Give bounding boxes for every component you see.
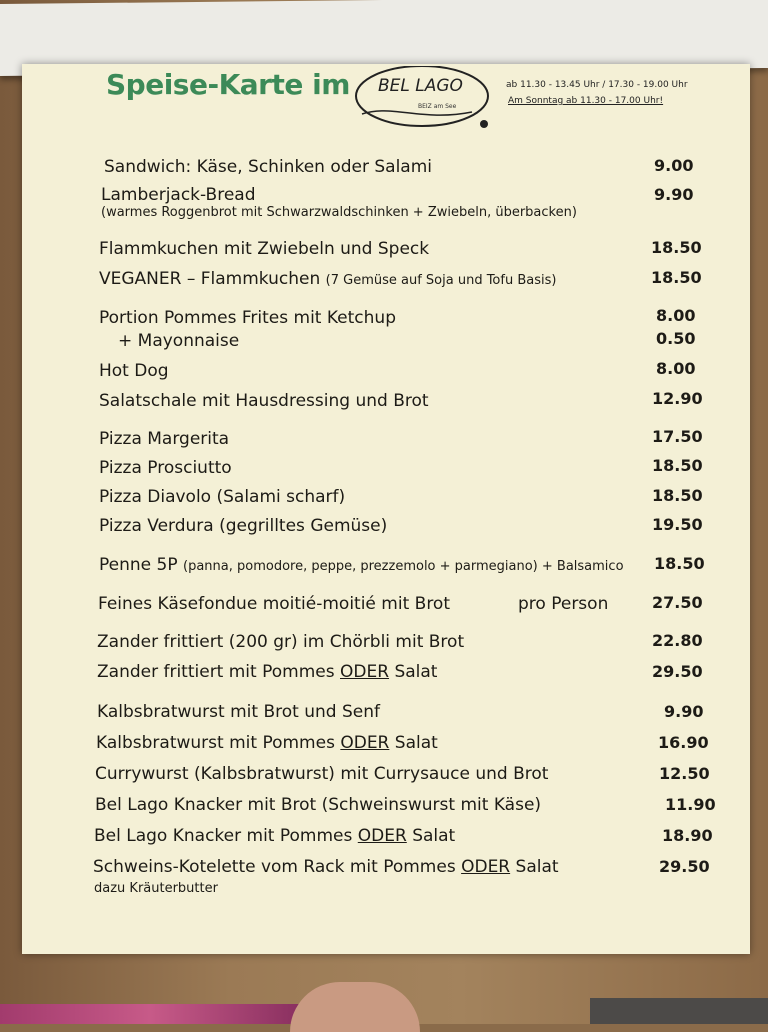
- menu-title: Speise-Karte im: [106, 68, 350, 101]
- menu-item-kaesefondue: Feines Käsefondue moitié-moitié mit Brot: [98, 594, 450, 614]
- logo-name: BEL LAGO: [378, 76, 463, 96]
- price-kalbsbratwurst-pommes: 16.90: [658, 733, 709, 752]
- price-sandwich: 9.00: [654, 156, 694, 175]
- kotelette-note: dazu Kräuterbutter: [94, 881, 218, 896]
- sunday-hours: Am Sonntag ab 11.30 - 17.00 Uhr!: [508, 96, 664, 106]
- menu-item-pizza-verdura: Pizza Verdura (gegrilltes Gemüse): [99, 516, 388, 536]
- menu-item-penne: [99, 555, 624, 575]
- penne-label: Penne 5P: [99, 555, 178, 575]
- price-pizza-diavolo: 18.50: [652, 486, 703, 505]
- menu-item-currywurst: Currywurst (Kalbsbratwurst) mit Currysauce und Brot: [95, 764, 549, 784]
- kotelette-oder: ODER: [461, 857, 511, 877]
- menu-item-kalbsbratwurst-pommes: [96, 733, 438, 753]
- kotelette-salat: Salat: [515, 857, 559, 877]
- price-knacker-brot: 11.90: [665, 795, 716, 814]
- price-mayonnaise: 0.50: [656, 329, 696, 348]
- price-pizza-margerita: 17.50: [652, 427, 703, 446]
- menu-item-sandwich: Sandwich: Käse, Schinken oder Salami: [104, 157, 433, 177]
- price-flammkuchen: 18.50: [651, 238, 702, 257]
- menu-item-kotelette: [93, 857, 559, 877]
- menu-item-pizza-prosciutto: Pizza Prosciutto: [99, 458, 232, 478]
- kalbsbratwurst-pommes-label: Kalbsbratwurst mit Pommes: [96, 733, 335, 753]
- kalbsbratwurst-oder: ODER: [340, 733, 390, 753]
- price-hot-dog: 8.00: [656, 359, 696, 378]
- menu-item-pizza-diavolo: Pizza Diavolo (Salami scharf): [99, 487, 346, 507]
- menu-item-mayonnaise: + Mayonnaise: [118, 331, 240, 351]
- price-pizza-prosciutto: 18.50: [652, 456, 703, 475]
- price-kotelette: 29.50: [659, 857, 710, 876]
- menu-item-vegan-flammkuchen: [99, 269, 556, 289]
- price-pommes: 8.00: [656, 306, 696, 325]
- opening-hours: ab 11.30 - 13.45 Uhr / 17.30 - 19.00 Uhr: [506, 80, 688, 90]
- knacker-salat: Salat: [412, 826, 456, 846]
- menu-item-knacker-pommes: [94, 826, 455, 846]
- zander-pommes-label: Zander frittiert mit Pommes: [97, 662, 335, 682]
- price-currywurst: 12.50: [659, 764, 710, 783]
- price-salatschale: 12.90: [652, 389, 703, 408]
- kalbsbratwurst-salat: Salat: [394, 733, 438, 753]
- menu-item-pizza-margerita: Pizza Margerita: [99, 429, 230, 449]
- price-penne: 18.50: [654, 554, 705, 573]
- menu-item-kalbsbratwurst-brot: Kalbsbratwurst mit Brot und Senf: [97, 702, 380, 722]
- menu-item-zander-brot: Zander frittiert (200 gr) im Chörbli mit Brot: [97, 632, 465, 652]
- menu-item-salatschale: Salatschale mit Hausdressing und Brot: [99, 391, 429, 411]
- menu-item-lamberjack-desc: (warmes Roggenbrot mit Schwarzwaldschinken + Zwiebeln, überbacken): [101, 205, 577, 220]
- knacker-pommes-label: Bel Lago Knacker mit Pommes: [94, 826, 353, 846]
- zander-salat: Salat: [394, 662, 438, 682]
- menu-item-knacker-brot: Bel Lago Knacker mit Brot (Schweinswurst mit Käse): [95, 795, 542, 815]
- price-lamberjack: 9.90: [654, 185, 694, 204]
- background-object: [590, 998, 768, 1024]
- penne-note: (panna, pomodore, peppe, prezzemolo + parmegiano) + Balsamico: [183, 559, 624, 574]
- price-kalbsbratwurst-brot: 9.90: [664, 702, 704, 721]
- price-zander-pommes: 29.50: [652, 662, 703, 681]
- menu-item-flammkuchen: Flammkuchen mit Zwiebeln und Speck: [99, 239, 430, 259]
- menu-item-zander-pommes: [97, 662, 437, 682]
- vegan-flammkuchen-note: (7 Gemüse auf Soja und Tofu Basis): [325, 273, 557, 288]
- vegan-flammkuchen-label: VEGANER – Flammkuchen: [99, 269, 321, 289]
- fabric-edge: [0, 1004, 300, 1024]
- kaesefondue-per-person: pro Person: [518, 594, 609, 614]
- price-pizza-verdura: 19.50: [652, 515, 703, 534]
- price-kaesefondue: 27.50: [652, 593, 703, 612]
- price-zander-brot: 22.80: [652, 631, 703, 650]
- knacker-oder: ODER: [357, 826, 407, 846]
- kotelette-label: Schweins-Kotelette vom Rack mit Pommes: [93, 857, 456, 877]
- menu-item-lamberjack: Lamberjack-Bread: [101, 185, 256, 205]
- menu-item-hot-dog: Hot Dog: [99, 361, 169, 381]
- logo-subtitle: BEIZ am See: [418, 103, 457, 110]
- menu-item-pommes: Portion Pommes Frites mit Ketchup: [99, 308, 396, 328]
- zander-oder: ODER: [340, 662, 390, 682]
- price-knacker-pommes: 18.90: [662, 826, 713, 845]
- price-vegan-flammkuchen: 18.50: [651, 268, 702, 287]
